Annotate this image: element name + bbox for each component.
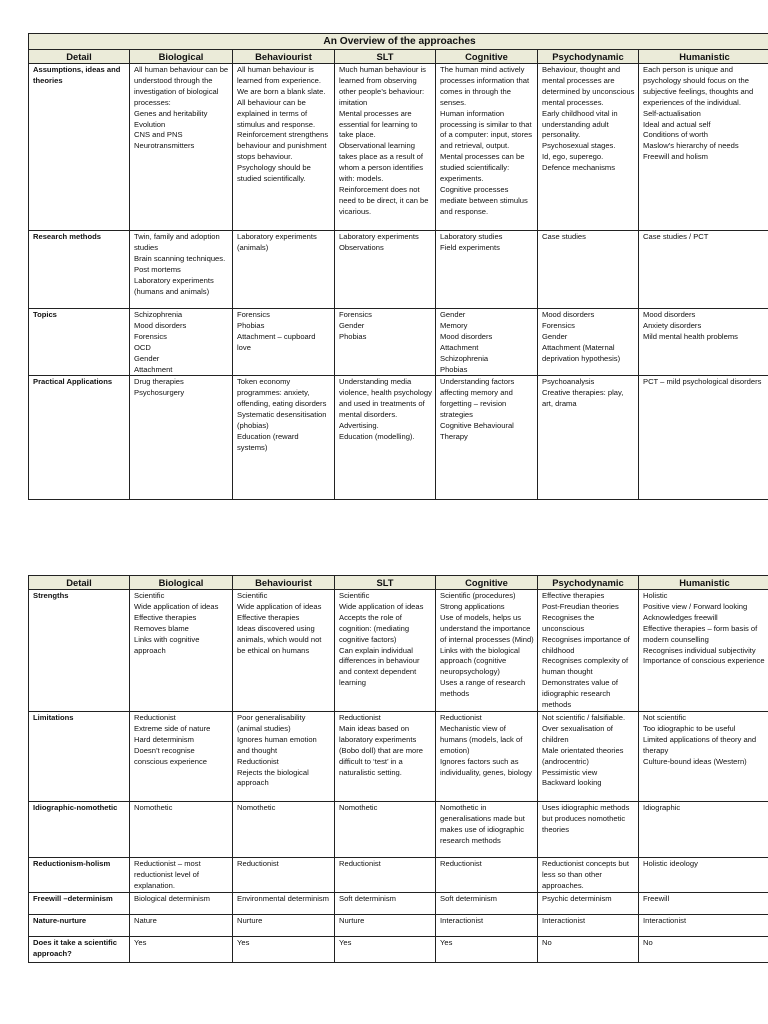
table-cell: Not scientific Too idiographic to be useful Limited applications of theory and therapy Culture-bound ideas (Western) (639, 712, 768, 802)
table-cell: Nomothetic (335, 802, 436, 858)
table-cell: Reductionist (436, 858, 538, 893)
table-cell: Mood disorders Forensics Gender Attachment (Maternal deprivation hypothesis) (538, 309, 639, 376)
table-cell: Yes (233, 937, 335, 963)
table-cell: Reductionist (233, 858, 335, 893)
table-row (29, 937, 768, 963)
header-biological: Biological (130, 50, 233, 64)
table-row (29, 309, 768, 376)
table-cell: Twin, family and adoption studies Brain scanning techniques. Post mortems Laboratory experiments (humans and animals) (130, 231, 233, 309)
table-cell: Forensics Gender Phobias (335, 309, 436, 376)
table-cell: Reductionist concepts but less so than other approaches. (538, 858, 639, 893)
table-cell: Scientific Wide application of ideas Effective therapies Ideas discovered using animals, which would not be ethical on humans (233, 590, 335, 712)
table-cell: Scientific Wide application of ideas Effective therapies Removes blame Links with cognitive approach (130, 590, 233, 712)
table-cell: Nurture (335, 915, 436, 937)
table-cell: Reductionist (335, 858, 436, 893)
table-cell: PCT – mild psychological disorders (639, 376, 768, 500)
table-cell: Environmental determinism (233, 893, 335, 915)
table-cell: Holistic Positive view / Forward looking Acknowledges freewill Effective therapies – form basis of modern counselling Recognises individual subjectivity Importance of conscious experience (639, 590, 768, 712)
table-row (29, 802, 768, 858)
header-behaviourist: Behaviourist (233, 50, 335, 64)
table-cell: Laboratory experiments Observations (335, 231, 436, 309)
row-label: Limitations (29, 712, 130, 802)
table-row (29, 712, 768, 802)
row-label: Does it take a scientific approach? (29, 937, 130, 963)
table-row (29, 915, 768, 937)
table-cell: Case studies (538, 231, 639, 309)
table-cell: Not scientific / falsifiable. Over sexualisation of children Male orientated theories (androcentric) Pessimistic view Backward looking (538, 712, 639, 802)
table-cell: Soft determinism (436, 893, 538, 915)
table-cell: Nurture (233, 915, 335, 937)
table-cell: Laboratory studies Field experiments (436, 231, 538, 309)
table-cell: Reductionist Extreme side of nature Hard determinism Doesn’t recognise conscious experience (130, 712, 233, 802)
row-label: Assumptions, ideas and theories (29, 64, 130, 231)
table-cell: Much human behaviour is learned from observing other people’s behaviour: imitation Mental processes are essential for learning to take place. Observational learning takes place as a result of whom a person identifies with: models. Reinforcement does not need to be direct, it can be vicarious. (335, 64, 436, 231)
header-psychodynamic: Psychodynamic (538, 50, 639, 64)
table-cell: Psychic determinism (538, 893, 639, 915)
table-row (29, 858, 768, 893)
table-cell: Reductionist Mechanistic view of humans (models, lack of emotion) Ignores factors such as individuality, genes, biology (436, 712, 538, 802)
table-cell: Mood disorders Anxiety disorders Mild mental health problems (639, 309, 768, 376)
header-cognitive: Cognitive (436, 576, 538, 590)
table-cell: Uses idiographic methods but produces nomothetic theories (538, 802, 639, 858)
table-cell: Schizophrenia Mood disorders Forensics OCD Gender Attachment (130, 309, 233, 376)
table-cell: Yes (436, 937, 538, 963)
table-cell: Nomothetic in generalisations made but makes use of idiographic research methods (436, 802, 538, 858)
table-cell: Holistic ideology (639, 858, 768, 893)
table-cell: Token economy programmes: anxiety, offending, eating disorders Systematic desensitisation (phobias) Education (reward systems) (233, 376, 335, 500)
table-cell: No (538, 937, 639, 963)
header-humanistic: Humanistic (639, 576, 768, 590)
header-psychodynamic: Psychodynamic (538, 576, 639, 590)
table-cell: Nature (130, 915, 233, 937)
table-cell: Freewill (639, 893, 768, 915)
row-label: Practical Applications (29, 376, 130, 500)
table-cell: Forensics Phobias Attachment – cupboard love (233, 309, 335, 376)
table-cell: Poor generalisability (animal studies) Ignores human emotion and thought Reductionist Rejects the biological approach (233, 712, 335, 802)
table-cell: Gender Memory Mood disorders Attachment Schizophrenia Phobias (436, 309, 538, 376)
header-slt: SLT (335, 576, 436, 590)
table-row (29, 590, 768, 712)
table-cell: Drug therapies Psychosurgery (130, 376, 233, 500)
table-row (29, 376, 768, 500)
table-cell: Scientific (procedures) Strong applications Use of models, helps us understand the importance of internal processes (Mind) Links with the biological approach (cognitive neuropsychology) Uses a range of research methods (436, 590, 538, 712)
table-row (29, 893, 768, 915)
table-cell: Behaviour, thought and mental processes are determined by unconscious mental processes. Early childhood vital in understanding adult personality. Psychosexual stages. Id, ego, superego. Defence mechanisms (538, 64, 639, 231)
row-label: Strengths (29, 590, 130, 712)
overview-table-top (28, 33, 768, 500)
overview-table-bottom (28, 575, 768, 963)
row-label: Nature-nurture (29, 915, 130, 937)
row-label: Topics (29, 309, 130, 376)
header-biological: Biological (130, 576, 233, 590)
header-behaviourist: Behaviourist (233, 576, 335, 590)
table-cell: Idiographic (639, 802, 768, 858)
row-label: Freewill –determinism (29, 893, 130, 915)
table-cell: Understanding media violence, health psychology and used in treatments of mental disorders. Advertising. Education (modelling). (335, 376, 436, 500)
table-row (29, 64, 768, 231)
table-cell: Reductionist Main ideas based on laboratory experiments (Bobo doll) that are more difficult to ‘test’ in a naturalistic setting. (335, 712, 436, 802)
table-cell: Laboratory experiments (animals) (233, 231, 335, 309)
table-cell: All human behaviour can be understood through the investigation of biological processes: Genes and heritability Evolution CNS and PNS Neurotransmitters (130, 64, 233, 231)
table-row (29, 231, 768, 309)
table-cell: Soft determinism (335, 893, 436, 915)
table-cell: Nomothetic (130, 802, 233, 858)
header-humanistic: Humanistic (639, 50, 768, 64)
table-cell: Scientific Wide application of ideas Accepts the role of cognition: (mediating cognitive factors) Can explain individual differences in behaviour and context dependent learning (335, 590, 436, 712)
table-cell: Each person is unique and psychology should focus on the subjective feelings, thoughts and experiences of the individual. Self-actualisation Ideal and actual self Conditions of worth Maslow’s hierarchy of needs Freewill and holism (639, 64, 768, 231)
table-title: An Overview of the approaches (29, 34, 768, 50)
table-cell: Understanding factors affecting memory and forgetting – revision strategies Cognitive Behavioural Therapy (436, 376, 538, 500)
header-detail: Detail (29, 576, 130, 590)
table-cell: Psychoanalysis Creative therapies: play, art, drama (538, 376, 639, 500)
header-detail: Detail (29, 50, 130, 64)
row-label: Reductionism-holism (29, 858, 130, 893)
row-label: Idiographic-nomothetic (29, 802, 130, 858)
table-cell: Yes (335, 937, 436, 963)
table-cell: Case studies / PCT (639, 231, 768, 309)
table-cell: No (639, 937, 768, 963)
table-cell: Nomothetic (233, 802, 335, 858)
table-cell: Effective therapies Post-Freudian theories Recognises the unconscious Recognises importance of childhood Recognises complexity of human thought Demonstrates value of idiographic research methods (538, 590, 639, 712)
header-cognitive: Cognitive (436, 50, 538, 64)
row-label: Research methods (29, 231, 130, 309)
header-slt: SLT (335, 50, 436, 64)
table-cell: Interactionist (538, 915, 639, 937)
table-cell: Biological determinism (130, 893, 233, 915)
table-cell: Reductionist – most reductionist level of explanation. (130, 858, 233, 893)
table-cell: Interactionist (639, 915, 768, 937)
table-cell: Yes (130, 937, 233, 963)
table-cell: The human mind actively processes information that comes in through the senses. Human information processing is similar to that of a computer: input, stores and retrieval, output. Mental processes can be studied scientifically: experiments. Cognitive processes mediate between stimulus and response. (436, 64, 538, 231)
table-cell: Interactionist (436, 915, 538, 937)
table-cell: All human behaviour is learned from experience. We are born a blank slate. All behaviour can be explained in terms of stimulus and response. Reinforcement strengthens behaviour and punishment stops behaviour. Psychology should be studied scientifically. (233, 64, 335, 231)
